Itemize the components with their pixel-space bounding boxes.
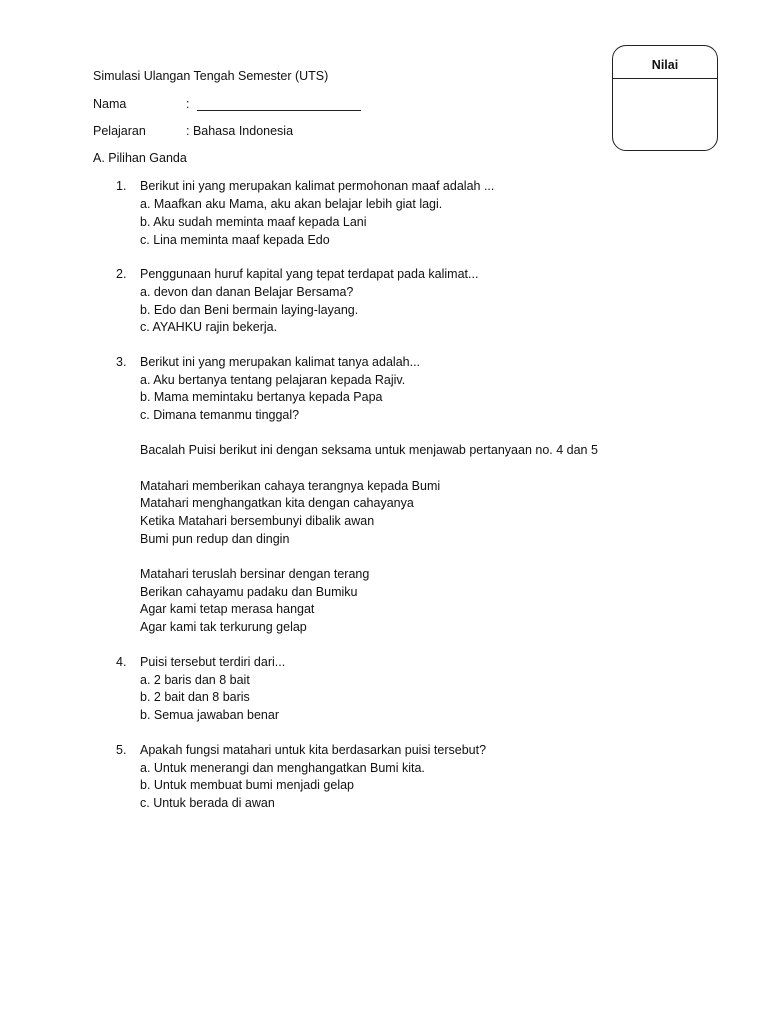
subject-label: Pelajaran (93, 124, 146, 138)
answer-option: a. Aku bertanya tentang pelajaran kepada Rajiv. (140, 373, 406, 387)
question-number: 1. (116, 179, 127, 193)
question-number: 5. (116, 743, 127, 757)
name-label: Nama (93, 97, 127, 111)
question-text: Berikut ini yang merupakan kalimat tanya adalah... (140, 355, 421, 369)
question-text: Puisi tersebut terdiri dari... (140, 655, 286, 669)
subject-value: : Bahasa Indonesia (186, 124, 294, 138)
score-box-label: Nilai (651, 58, 679, 72)
answer-option: b. Aku sudah meminta maaf kepada Lani (140, 215, 367, 229)
name-blank-line[interactable] (197, 110, 361, 111)
poem-line: Berikan cahayamu padaku dan Bumiku (140, 585, 358, 599)
answer-option: a. Maafkan aku Mama, aku akan belajar lebih giat lagi. (140, 197, 443, 211)
question-text: Berikut ini yang merupakan kalimat permohonan maaf adalah ... (140, 179, 495, 193)
poem-line: Bumi pun redup dan dingin (140, 532, 290, 546)
poem-line: Agar kami tetap merasa hangat (140, 602, 315, 616)
exam-title: Simulasi Ulangan Tengah Semester (UTS) (93, 69, 329, 83)
answer-option: b. Mama memintaku bertanya kepada Papa (140, 390, 383, 404)
poem-line: Matahari memberikan cahaya terangnya kepada Bumi (140, 479, 441, 493)
answer-option: a. Untuk menerangi dan menghangatkan Bumi kita. (140, 761, 425, 775)
question-number: 4. (116, 655, 127, 669)
answer-option: c. AYAHKU rajin bekerja. (140, 320, 278, 334)
answer-option: c. Dimana temanmu tinggal? (140, 408, 300, 422)
question-number: 2. (116, 267, 127, 281)
question-text: Penggunaan huruf kapital yang tepat terdapat pada kalimat... (140, 267, 479, 281)
question-text: Apakah fungsi matahari untuk kita berdasarkan puisi tersebut? (140, 743, 487, 757)
answer-option: b. Semua jawaban benar (140, 708, 279, 722)
answer-option: c. Untuk berada di awan (140, 796, 275, 810)
answer-option: b. 2 bait dan 8 baris (140, 690, 250, 704)
poem-line: Agar kami tak terkurung gelap (140, 620, 307, 634)
poem-instruction: Bacalah Puisi berikut ini dengan seksama untuk menjawab pertanyaan no. 4 dan 5 (140, 443, 598, 457)
answer-option: b. Untuk membuat bumi menjadi gelap (140, 778, 355, 792)
name-colon: : (186, 97, 190, 111)
section-a-title: A. Pilihan Ganda (93, 151, 187, 165)
score-box-divider (613, 78, 717, 79)
poem-line: Ketika Matahari bersembunyi dibalik awan (140, 514, 375, 528)
score-box (612, 45, 718, 151)
answer-option: c. Lina meminta maaf kepada Edo (140, 233, 330, 247)
answer-option: a. 2 baris dan 8 bait (140, 673, 250, 687)
answer-option: a. devon dan danan Belajar Bersama? (140, 285, 354, 299)
question-number: 3. (116, 355, 127, 369)
poem-line: Matahari menghangatkan kita dengan cahayanya (140, 496, 414, 510)
answer-option: b. Edo dan Beni bermain laying-layang. (140, 303, 359, 317)
poem-line: Matahari teruslah bersinar dengan terang (140, 567, 370, 581)
